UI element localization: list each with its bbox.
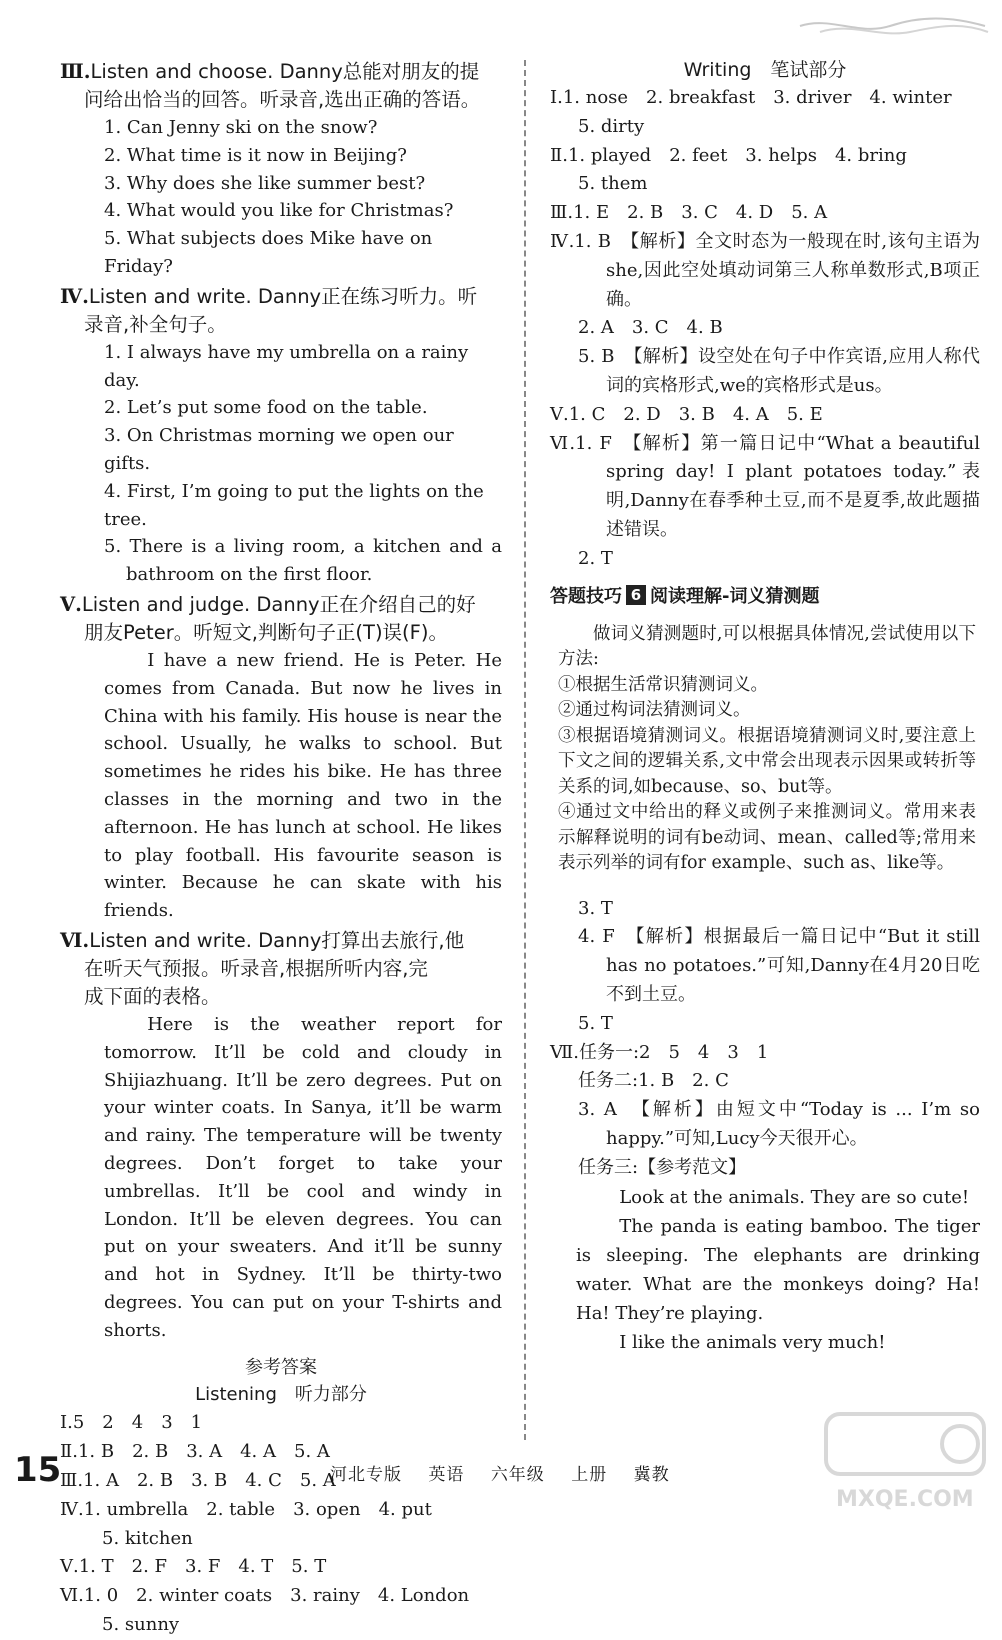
column-divider bbox=[524, 60, 526, 1440]
section-3-heading: Ⅲ.Listen and choose. Danny总能对朋友的提 问给出恰当的回答。听录音,选出正确的答语。 bbox=[60, 60, 481, 111]
answer-line: 5. them bbox=[578, 173, 648, 195]
tip-method: ①根据生活常识猜测词义。 bbox=[558, 674, 768, 695]
footer-edition: 河北专版 bbox=[330, 1465, 402, 1485]
list-item: 4. What would you like for Christmas? bbox=[104, 200, 454, 222]
answer-line: 5. T bbox=[578, 1012, 613, 1034]
explanation-item: 3. A 【解析】由短文中“Today is ... I’m so happy.”可知,Lucy今天很开心。 bbox=[578, 1099, 980, 1149]
left-column bbox=[60, 56, 502, 1640]
footer-grade: 六年级 bbox=[490, 1465, 545, 1485]
explanation-item: Ⅳ.1. B 【解析】全文时态为一般现在时,该句主语为she,因此空处填动词第三人称单数形式,B项正确。 bbox=[550, 230, 980, 310]
decorative-wave bbox=[790, 8, 990, 38]
section-4-heading: Ⅳ.Listen and write. Danny正在练习听力。听 录音,补全句子。 bbox=[60, 284, 478, 336]
explanation-item: Ⅵ.1. F 【解析】第一篇日记中“What a beautiful spring day! I plant potatoes today.”表明,Danny在春季种土豆,而不是夏季,故此题描述错误。 bbox=[550, 432, 980, 540]
answer-line: 5. sunny bbox=[102, 1614, 180, 1636]
list-item: 4. First, I’m going to put the lights on the tree. bbox=[104, 480, 484, 530]
listening-subtitle: Listening 听力部分 bbox=[195, 1384, 367, 1406]
list-item: 3. On Christmas morning we open our gifts. bbox=[104, 425, 454, 474]
footer-subject: 英语 bbox=[428, 1465, 465, 1485]
tip-heading: 答题技巧 6 阅读理解-词义猜测题 bbox=[550, 585, 820, 607]
answer-line: Ⅴ.1. T 2. F 3. F 4. T 5. T bbox=[60, 1556, 327, 1578]
answer-line: Ⅶ.任务一:2 5 4 3 1 bbox=[550, 1041, 769, 1063]
answer-line: 2. A 3. C 4. B bbox=[578, 317, 723, 339]
page-number: 15 bbox=[14, 1450, 62, 1490]
answer-line: Ⅳ.1. umbrella 2. table 3. open 4. put bbox=[60, 1498, 432, 1520]
answer-line: Ⅵ.1. 0 2. winter coats 3. rainy 4. London bbox=[60, 1585, 470, 1607]
tip-number-badge: 6 bbox=[626, 585, 646, 605]
list-item: 2. What time is it now in Beijing? bbox=[104, 144, 407, 166]
section-6-heading: Ⅵ.Listen and write. Danny打算出去旅行,他 在听天气预报。听录音,根据所听内容,完 成下面的表格。 bbox=[60, 928, 465, 1008]
sample-essay-line: Look at the animals. They are so cute! bbox=[619, 1186, 970, 1208]
sample-essay-line: The panda is eating bamboo. The tiger is sleeping. The elephants are drinking water. What are the monkeys doing? Ha! Ha! They’re playing. bbox=[576, 1215, 980, 1324]
section-5-heading: Ⅴ.Listen and judge. Danny正在介绍自己的好 朋友Peter。听短文,判断句子正(T)误(F)。 bbox=[60, 592, 476, 644]
answer-line: Ⅰ.1. nose 2. breakfast 3. driver 4. winter bbox=[550, 87, 952, 108]
answer-line: 3. T bbox=[578, 897, 613, 919]
answer-line: Ⅴ.1. C 2. D 3. B 4. A 5. E bbox=[550, 403, 823, 425]
list-item: 5. What subjects does Mike have on Friday? bbox=[104, 228, 433, 277]
answer-line: 5. kitchen bbox=[102, 1527, 193, 1549]
answer-line: Ⅲ.1. E 2. B 3. C 4. D 5. A bbox=[550, 202, 828, 224]
weather-report-passage: Here is the weather report for tomorrow. It’ll be cold and cloudy in Shijiazhuang. It’ll be zero degrees. Put on your winter coats. In Sanya, it’ll be warm and rainy. The temperature will be twenty degrees. Don’t forget to take your umbrellas. It’ll be cool and windy in London. It’ll be eleven degrees. You can put on your sweaters. And it’ll be sunny and hot in Sydney. It’ll be thirty-two degrees. You can put on your T-shirts and shorts. bbox=[104, 1013, 502, 1341]
answer-line: 任务三:【参考范文】 bbox=[578, 1156, 747, 1178]
list-item: 1. Can Jenny ski on the snow? bbox=[104, 117, 378, 138]
answer-key-title: 参考答案 bbox=[245, 1357, 317, 1379]
explanation-item: 5. B 【解析】设空处在句子中作宾语,应用人称代词的宾格形式,we的宾格形式是us。 bbox=[578, 346, 980, 396]
footer-volume: 上册 bbox=[571, 1465, 608, 1485]
watermark-logo bbox=[820, 1408, 990, 1518]
list-item: 3. Why does she like summer best? bbox=[104, 172, 426, 194]
footer-info bbox=[330, 1460, 690, 1485]
answer-line: Ⅱ.1. B 2. B 3. A 4. A 5. A bbox=[60, 1441, 330, 1463]
footer-publisher: 冀教 bbox=[633, 1465, 670, 1485]
answer-line: 5. dirty bbox=[578, 115, 645, 137]
tip-method: ④通过文中给出的释义或例子来推测词义。常用来表示解释说明的词有be动词、mean、called等;常用来表示列举的词有for example、such as、like等。 bbox=[558, 802, 976, 874]
listening-passage: I have a new friend. He is Peter. He comes from Canada. But now he lives in China with his family. His house is near the school. Usually, he walks to school. But sometimes he rides his bike. He has three classes in the morning and two in the afternoon. He has lunch at school. He likes to play football. His favourite season is winter. Because he can skate with his friends. bbox=[104, 649, 502, 922]
writing-title: Writing 笔试部分 bbox=[683, 59, 847, 81]
answer-line: 2. T bbox=[578, 547, 613, 569]
sample-essay-line: I like the animals very much! bbox=[619, 1331, 886, 1353]
answer-line: Ⅰ.5 2 4 3 1 bbox=[60, 1412, 203, 1434]
answer-line: 任务二:1. B 2. C bbox=[578, 1070, 729, 1092]
list-item: 1. I always have my umbrella on a rainy day. bbox=[104, 341, 469, 391]
answer-line: Ⅱ.1. played 2. feet 3. helps 4. bring bbox=[550, 144, 907, 166]
right-column bbox=[550, 56, 980, 1357]
list-item: 2. Let’s put some food on the table. bbox=[104, 397, 428, 419]
tip-intro: 做词义猜测题时,可以根据具体情况,尝试使用以下方法: bbox=[558, 623, 976, 670]
tip-box bbox=[550, 616, 980, 885]
tip-method: ③根据语境猜测词义。根据语境猜测词义时,要注意上下文之间的逻辑关系,文中常会出现表示因果或转折等关系的词,如because、so、but等。 bbox=[558, 725, 976, 797]
list-item: 5. There is a living room, a kitchen and a bathroom on the first floor. bbox=[104, 536, 502, 586]
explanation-item: 4. F 【解析】根据最后一篇日记中“But it still has no potatoes.”可知,Danny在4月20日吃不到土豆。 bbox=[578, 926, 980, 1005]
answer-line: Ⅲ.1. A 2. B 3. B 4. C 5. A bbox=[60, 1470, 336, 1492]
tip-method: ②通过构词法猜测词义。 bbox=[558, 700, 751, 721]
svg-text:MXQE.COM: MXQE.COM bbox=[836, 1487, 974, 1512]
